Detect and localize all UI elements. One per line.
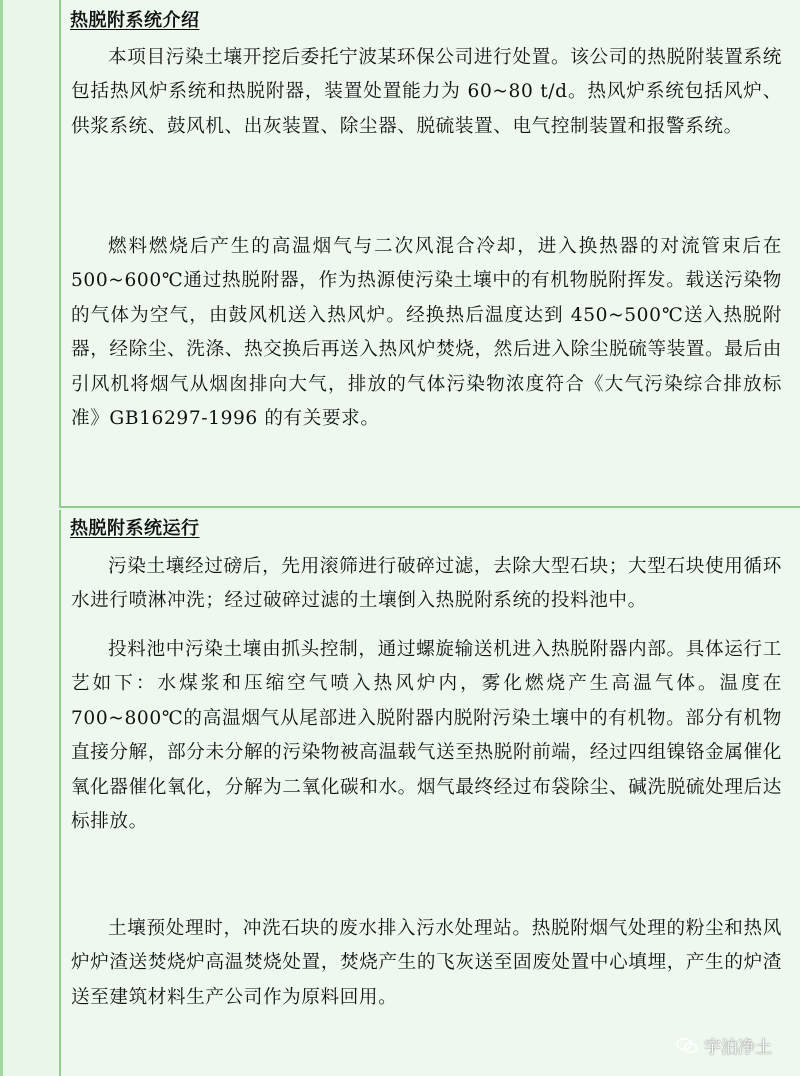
section-thermal-desorption-operation bbox=[59, 510, 800, 1076]
paragraph: 污染土壤经过磅后，先用滚筛进行破碎过滤，去除大型石块；大型石块使用循环水进行喷淋冲洗；经过破碎过滤的土壤倒入热脱附系统的投料池中。 bbox=[71, 556, 782, 612]
watermark-text: 宇泊净土 bbox=[704, 1038, 772, 1058]
watermark bbox=[676, 1033, 772, 1058]
paragraph: 投料池中污染土壤由抓头控制，通过螺旋输送机进入热脱附器内部。具体运行工艺如下：水煤浆和压缩空气喷入热风炉内，雾化燃烧产生高温气体。温度在 700~800℃的高温烟气从尾部进入脱附器内脱附污染土壤中的有机物。部分有机物直接分解，部分未分解的污染物被高温载气送至热脱附前端，经过四组镍铬金属催化氧化器催化氧化，分解为二氧化碳和水。烟气最终经过布袋除尘、碱洗脱硫处理后达标排放。 bbox=[71, 639, 782, 833]
section-heading: 热脱附系统介绍 bbox=[70, 10, 200, 31]
section-thermal-desorption-intro bbox=[59, 0, 800, 508]
paragraph: 本项目污染土壤开挖后委托宁波某环保公司进行处置。该公司的热脱附装置系统包括热风炉系统和热脱附器，装置处置能力为 60~80 t/d。热风炉系统包括风炉、供浆系统、鼓风机、出灰装置、除尘器、脱硫装置、电气控制装置和报警系统。 bbox=[71, 47, 782, 137]
paragraph: 燃料燃烧后产生的高温烟气与二次风混合冷却，进入换热器的对流管束后在 500~600℃通过热脱附器，作为热源使污染土壤中的有机物脱附挥发。载送污染物的气体为空气，由鼓风机送入热风炉。经换热后温度达到 450~500℃送入热脱附器，经除尘、洗涤、热交换后再送入热风炉焚烧，然后进入除尘脱硫等装置。最后由引风机将烟气从烟囱排向大气，排放的气体污染物浓度符合《大气污染综合排放标准》GB16297-1996 的有关要求。 bbox=[71, 236, 782, 430]
wechat-icon bbox=[676, 1037, 698, 1055]
section-heading: 热脱附系统运行 bbox=[70, 518, 200, 539]
paragraph: 土壤预处理时，冲洗石块的废水排入污水处理站。热脱附烟气处理的粉尘和热风炉炉渣送焚烧炉高温焚烧处置，焚烧产生的飞灰送至固废处置中心填埋，产生的炉渣送至建筑材料生产公司作为原料回用。 bbox=[71, 918, 782, 1008]
